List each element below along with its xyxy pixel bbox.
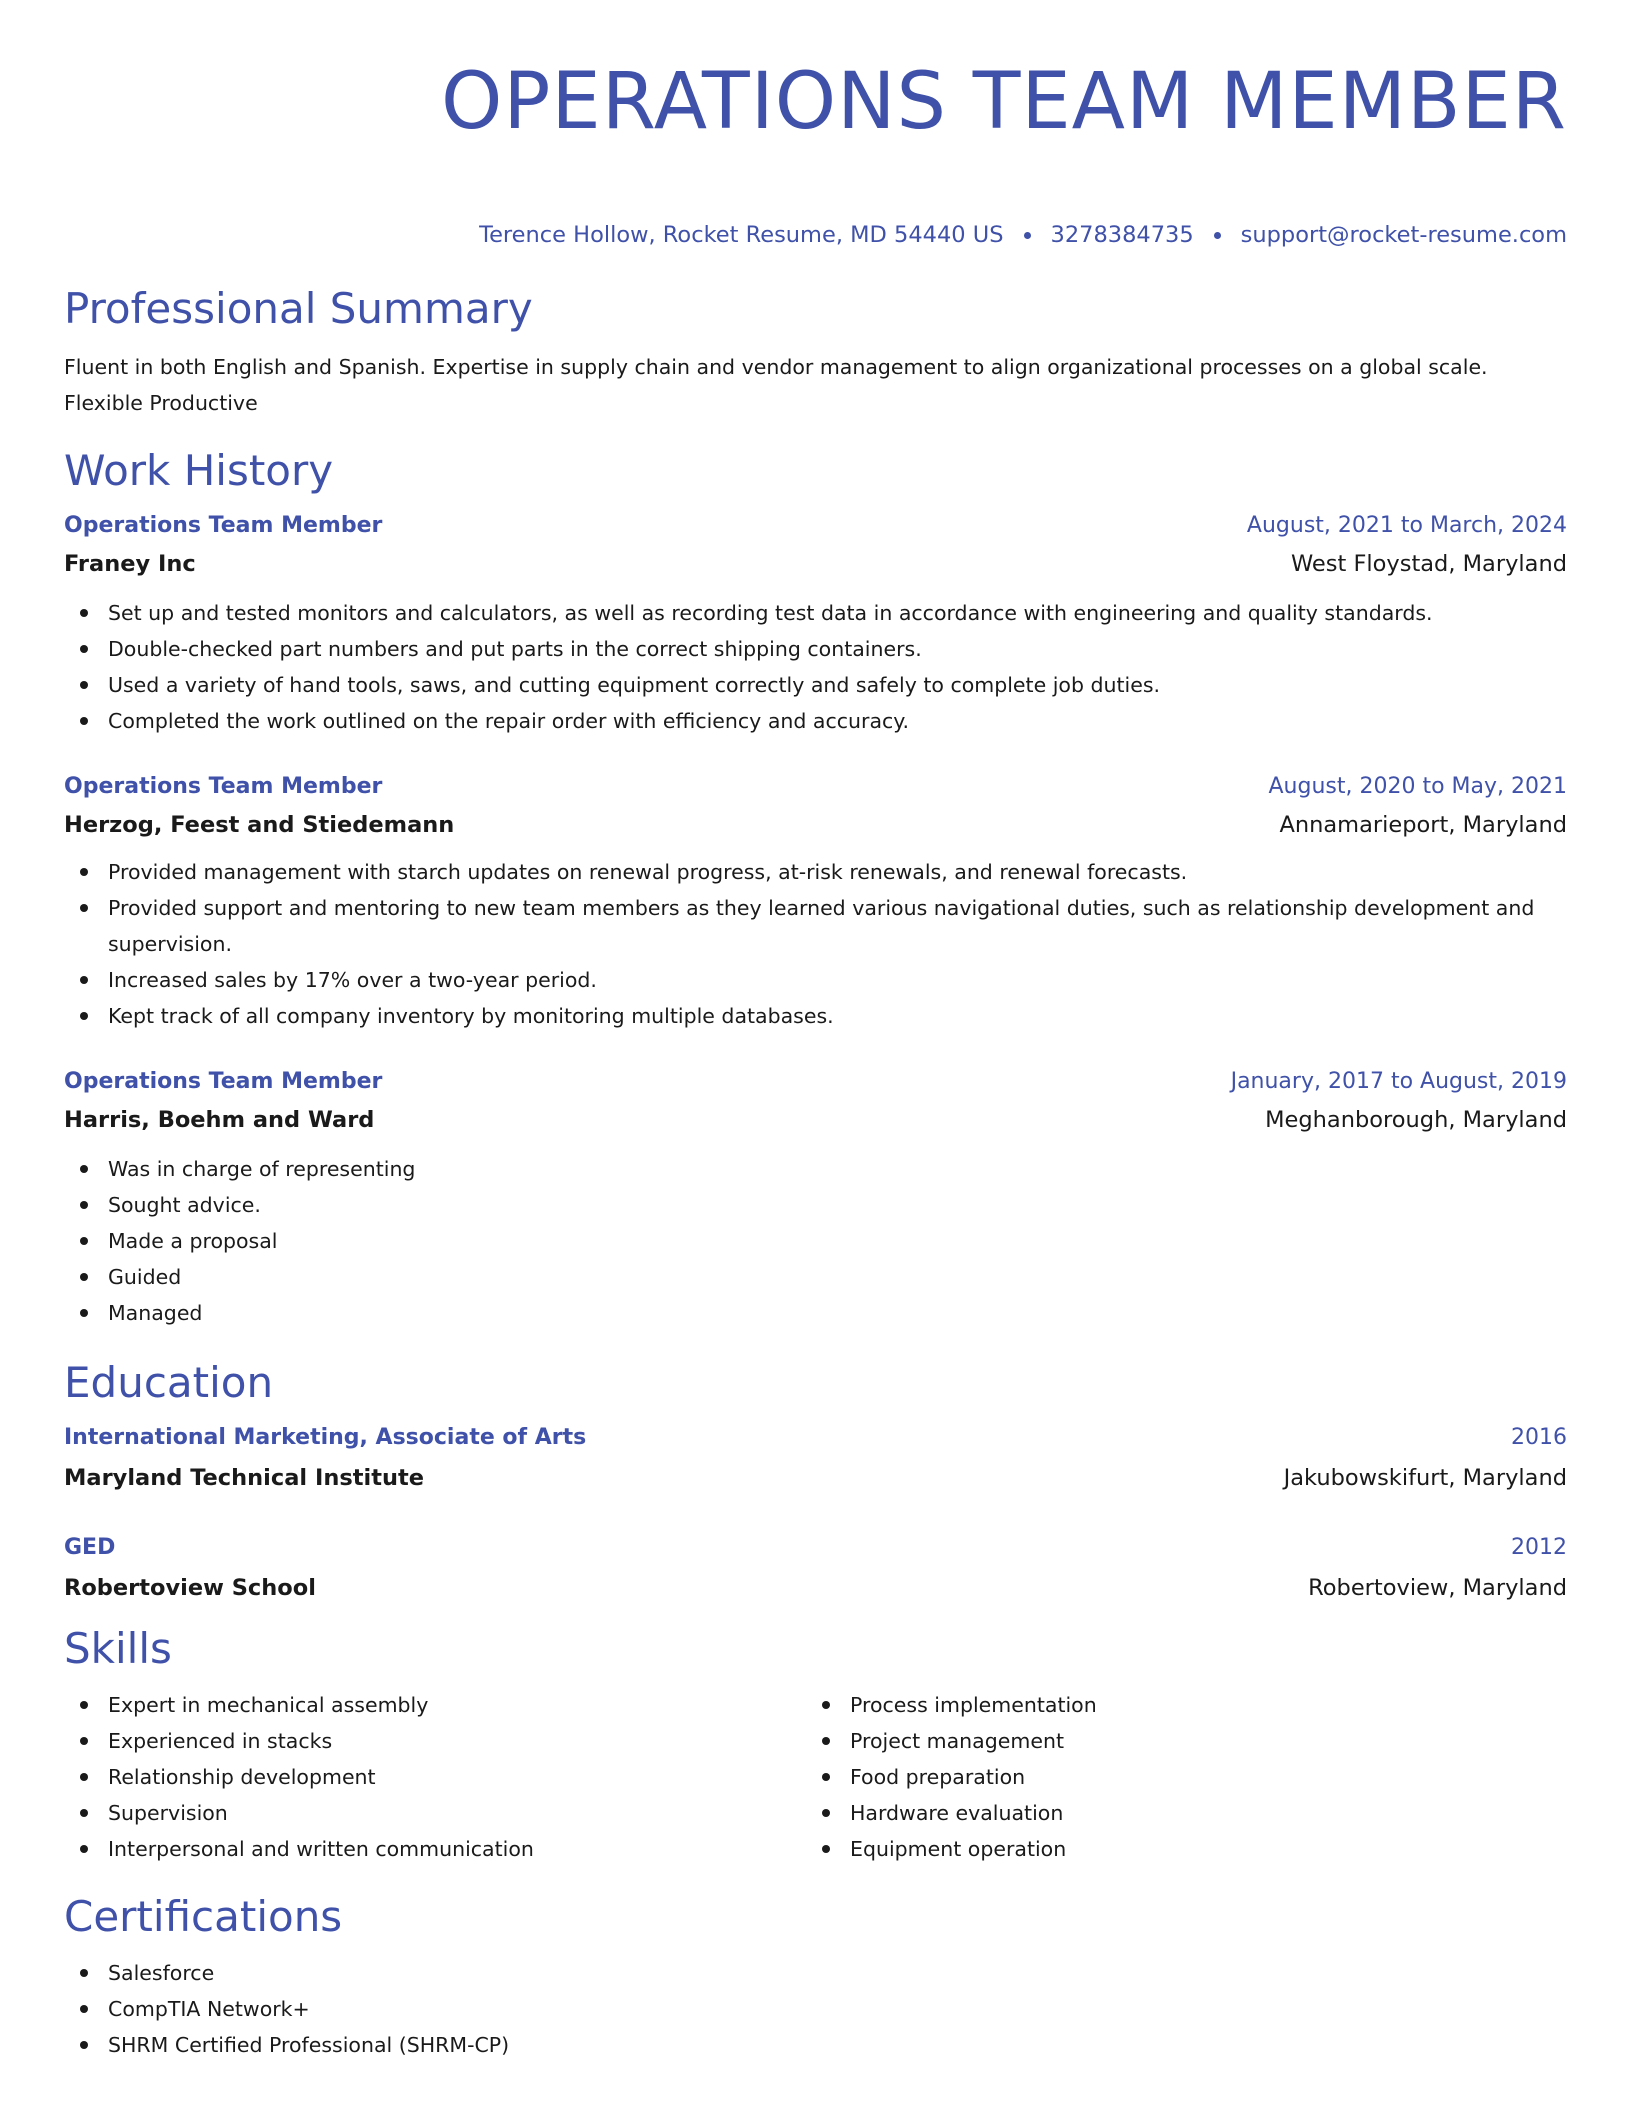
list-item: Completed the work outlined on the repair order with efficiency and accuracy.: [64, 703, 1567, 739]
graduation-year: 2016: [1511, 1425, 1567, 1450]
job-dates: January, 2017 to August, 2019: [1230, 1069, 1567, 1094]
resume-title: OPERATIONS TEAM MEMBER: [441, 57, 1567, 147]
summary-text-2: Flexible Productive: [64, 391, 258, 415]
skills-list: [64, 1687, 1567, 1867]
section-heading-education: Education: [64, 1358, 274, 1407]
skill-item: Food preparation: [806, 1759, 1548, 1795]
job-company: Franey Inc: [64, 551, 196, 577]
skill-item: Expert in mechanical assembly: [64, 1687, 806, 1723]
list-item: Kept track of all company inventory by monitoring multiple databases.: [64, 998, 1567, 1034]
education-section: [64, 1357, 1567, 1603]
certifications-section: [64, 1891, 1567, 2063]
list-item: Set up and tested monitors and calculators, as well as recording test data in accordance with engineering and quality standards.: [64, 595, 1567, 631]
degree-name: GED: [64, 1535, 116, 1560]
list-item: Increased sales by 17% over a two-year period.: [64, 962, 1567, 998]
resume-page: [64, 0, 1567, 2063]
job-location: Meghanborough, Maryland: [1265, 1107, 1567, 1133]
job-entry: [64, 772, 1567, 1034]
section-heading-certifications: Certifications: [64, 1892, 343, 1941]
list-item: Provided support and mentoring to new team members as they learned various navigational duties, such as relationship development and supervision.: [64, 890, 1567, 962]
graduation-year: 2012: [1511, 1535, 1567, 1560]
skill-item: Relationship development: [64, 1759, 806, 1795]
bullet-separator: [1214, 232, 1221, 239]
resume-header: [64, 0, 1567, 250]
job-location: West Floystad, Maryland: [1290, 551, 1567, 577]
list-item: Sought advice.: [64, 1187, 1567, 1223]
job-dates: August, 2020 to May, 2021: [1268, 774, 1567, 799]
job-entry: [64, 511, 1567, 739]
skill-item: Equipment operation: [806, 1831, 1548, 1867]
section-heading-skills: Skills: [64, 1624, 172, 1673]
education-entry: [64, 1423, 1567, 1493]
skill-item: Project management: [806, 1723, 1548, 1759]
job-role: Operations Team Member: [64, 1069, 383, 1094]
list-item: Guided: [64, 1259, 1567, 1295]
certification-item: CompTIA Network+: [64, 1991, 1567, 2027]
list-item: Made a proposal: [64, 1223, 1567, 1259]
job-dates: August, 2021 to March, 2024: [1246, 513, 1567, 538]
list-item: Double-checked part numbers and put parts in the correct shipping containers.: [64, 631, 1567, 667]
summary-section: [64, 283, 1567, 421]
skill-item: Supervision: [64, 1795, 806, 1831]
skills-column-right: [806, 1687, 1548, 1867]
certification-item: Salesforce: [64, 1955, 1567, 1991]
education-entry: [64, 1533, 1567, 1603]
summary-text: Fluent in both English and Spanish. Expertise in supply chain and vendor management to align organizational processes on a global scale.: [64, 355, 1488, 379]
list-item: Was in charge of representing: [64, 1151, 1567, 1187]
contact-phone: 3278384735: [1050, 222, 1194, 248]
job-role: Operations Team Member: [64, 774, 383, 799]
section-heading-summary: Professional Summary: [64, 284, 533, 333]
skills-section: [64, 1623, 1567, 1867]
contact-email: support@rocket-resume.com: [1240, 222, 1567, 248]
school-location: Robertoview, Maryland: [1308, 1575, 1567, 1601]
job-duties: [64, 595, 1567, 739]
list-item: Managed: [64, 1295, 1567, 1331]
degree-name: International Marketing, Associate of Arts: [64, 1425, 587, 1450]
skills-column-left: [64, 1687, 806, 1867]
bullet-separator: [1024, 232, 1031, 239]
job-duties: [64, 1151, 1567, 1331]
job-company: Herzog, Feest and Stiedemann: [64, 812, 455, 838]
school-name: Robertoview School: [64, 1575, 316, 1601]
job-role: Operations Team Member: [64, 513, 383, 538]
skill-item: Experienced in stacks: [64, 1723, 806, 1759]
school-name: Maryland Technical Institute: [64, 1465, 424, 1491]
skill-item: Process implementation: [806, 1687, 1548, 1723]
list-item: Provided management with starch updates on renewal progress, at-risk renewals, and renewal forecasts.: [64, 854, 1567, 890]
school-location: Jakubowskifurt, Maryland: [1283, 1465, 1567, 1491]
job-entry: [64, 1067, 1567, 1331]
skill-item: Hardware evaluation: [806, 1795, 1548, 1831]
job-company: Harris, Boehm and Ward: [64, 1107, 375, 1133]
contact-info: [64, 220, 1567, 250]
contact-address: Terence Hollow, Rocket Resume, MD 54440 US: [479, 222, 1004, 248]
certification-item: SHRM Certified Professional (SHRM-CP): [64, 2027, 1567, 2063]
job-location: Annamarieport, Maryland: [1279, 812, 1567, 838]
list-item: Used a variety of hand tools, saws, and cutting equipment correctly and safely to complete job duties.: [64, 667, 1567, 703]
job-duties: [64, 854, 1567, 1034]
skill-item: Interpersonal and written communication: [64, 1831, 806, 1867]
section-heading-work: Work History: [64, 446, 334, 495]
certifications-list: [64, 1955, 1567, 2063]
work-history-section: [64, 445, 1567, 1331]
